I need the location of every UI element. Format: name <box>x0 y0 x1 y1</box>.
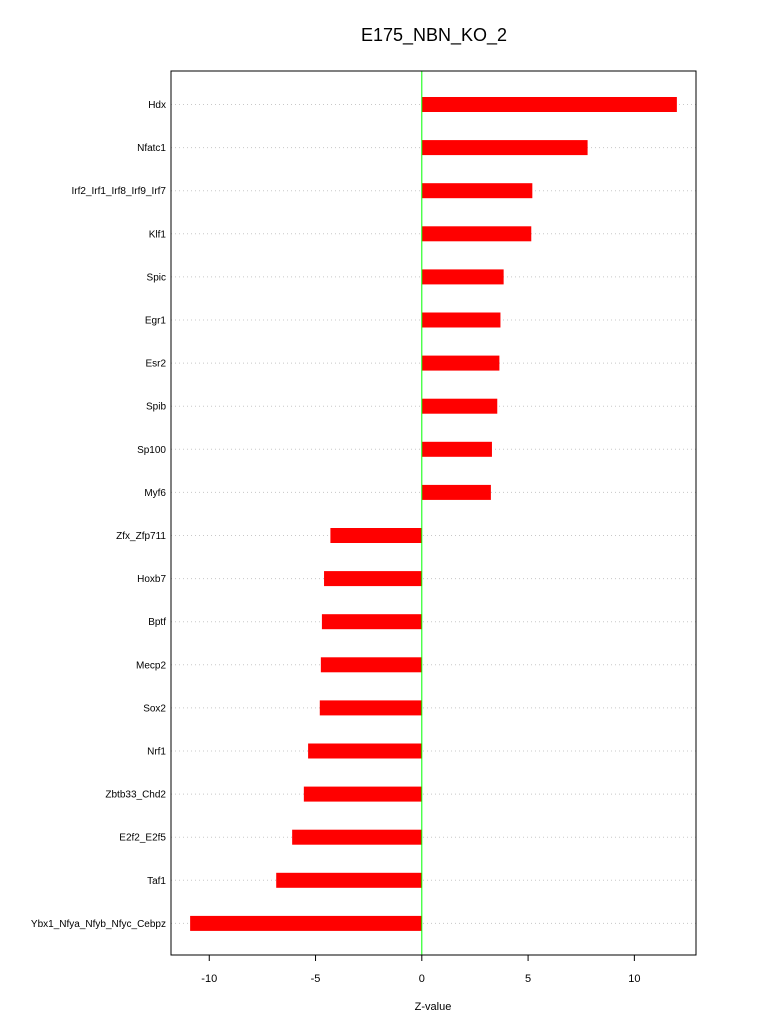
x-axis <box>201 955 640 985</box>
category-label: Hdx <box>148 100 166 111</box>
category-label: Ybx1_Nfya_Nfyb_Nfyc_Cebpz <box>30 918 166 930</box>
bar-E2f2_E2f5 <box>292 830 422 845</box>
x-tick-label: -5 <box>310 973 321 985</box>
category-label: Egr1 <box>144 315 166 327</box>
bar-Irf2_Irf1_Irf8_Irf9_Irf7 <box>422 183 533 198</box>
category-label: Irf2_Irf1_Irf8_Irf9_Irf7 <box>71 186 166 198</box>
bar-Esr2 <box>422 356 500 371</box>
bar-Hoxb7 <box>324 571 422 586</box>
category-label: Bptf <box>148 617 166 629</box>
category-labels <box>31 100 167 930</box>
x-tick-label: -10 <box>201 973 218 985</box>
x-tick-label: 10 <box>628 973 641 985</box>
category-label: Spib <box>145 401 166 413</box>
category-label: Taf1 <box>147 875 166 887</box>
bar-Nfatc1 <box>422 140 588 155</box>
category-label: Zbtb33_Chd2 <box>105 789 166 801</box>
category-label: Mecp2 <box>135 660 166 672</box>
category-label: Klf1 <box>148 229 166 241</box>
category-label: Sox2 <box>143 703 166 715</box>
bar-Sox2 <box>320 700 422 715</box>
category-label: Sp100 <box>137 444 166 456</box>
x-tick-label: 0 <box>418 973 425 985</box>
bar-Hdx <box>422 97 677 112</box>
bars <box>190 97 677 931</box>
category-label: Zfx_Zfp711 <box>116 531 166 542</box>
bar-Nrf1 <box>308 744 422 759</box>
category-label: Myf6 <box>144 487 166 499</box>
category-label: E2f2_E2f5 <box>119 832 166 844</box>
bar-Bptf <box>322 614 422 629</box>
category-label: Hoxb7 <box>137 574 166 586</box>
chart-title: E175_NBN_KO_2 <box>360 25 508 45</box>
bar-Taf1 <box>276 873 422 888</box>
category-label: Nrf1 <box>147 746 166 758</box>
x-axis-label: Z-value <box>414 1001 452 1013</box>
bar-Myf6 <box>422 485 491 500</box>
plot-frame <box>171 71 696 955</box>
bar-Klf1 <box>422 226 531 241</box>
bar-Sp100 <box>422 442 492 457</box>
bar-Spic <box>422 269 504 284</box>
x-tick-label: 5 <box>525 973 532 985</box>
bar-Zfx_Zfp711 <box>330 528 421 543</box>
bar-Zbtb33_Chd2 <box>304 787 422 802</box>
bar-Mecp2 <box>321 657 422 672</box>
bar-Spib <box>422 399 497 414</box>
category-label: Spic <box>146 272 166 284</box>
bar-Ybx1_Nfya_Nfyb_Nfyc_Cebpz <box>190 916 422 931</box>
category-label: Esr2 <box>145 358 166 370</box>
bar-Egr1 <box>422 313 501 328</box>
category-label: Nfatc1 <box>137 143 166 155</box>
